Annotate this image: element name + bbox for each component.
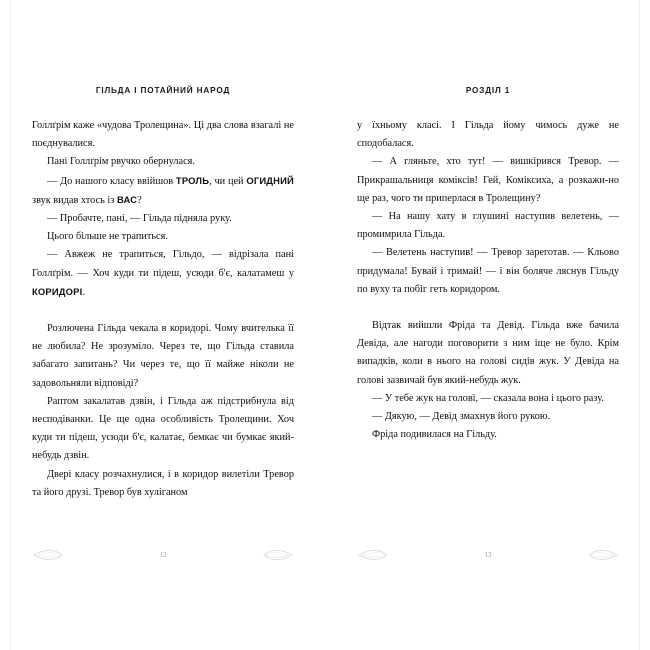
- page-edge-left: [10, 0, 11, 650]
- emphasis-caps: КОРИДОРІ: [32, 285, 83, 297]
- paragraph: — А гляньте, хто тут! — вишкірився Тревор. — Прикрашальниця коміксів! Гей, Коміксиха, а розкажи-но ще раз, чого ти приперлася в Тролещину?: [357, 156, 619, 204]
- left-page: [32, 86, 294, 502]
- leaf-flourish-icon: [357, 547, 417, 563]
- paragraph: Пані Голлґрім рвучко обернулася.: [47, 156, 195, 168]
- paragraph: — До нашого класу ввійшов ТРОЛЬ, чи цей ОГИДНИЙ звук видав хтось із ВАС?: [32, 174, 294, 206]
- leaf-flourish-icon: [32, 547, 92, 563]
- emphasis-caps: ОГИДНИЙ: [246, 174, 294, 186]
- page-number-left: 12: [159, 551, 167, 559]
- page-number-right: 13: [484, 551, 492, 559]
- paragraph: Розлючена Гільда чекала в коридорі. Чому вчителька її не любила? Не зрозуміло. Через те, що Гільда ставила забагато запитань? Чи через те, що її майже ніколи не задовольняли відповіді?: [32, 323, 294, 389]
- emphasis-caps: ТРОЛЬ: [175, 174, 210, 186]
- right-page-footer: [357, 540, 619, 570]
- paragraph: — Авжеж не трапиться, Гільдо, — відрізала пані Голлґрім. — Хоч куди ти підеш, усюди б'є, калатамеш у КОРИДОРІ.: [32, 249, 294, 298]
- right-page: [357, 86, 619, 444]
- paragraph: Відтак вийшли Фріда та Девід. Гільда вже бачила Девіда, але нагоди поговорити з ним іще не було. Крім випадків, коли в нього на голові сидів жук. У Девіда на голові зазвичай був який-небудь жук.: [357, 320, 619, 386]
- paragraph: — Велетень наступив! — Тревор зареготав. — Кльово придумала! Бувай і тримай! — і він боляче ляснув Гільду по вуху та побіг геть коридором.: [357, 247, 619, 295]
- paragraph: Голлґрім каже «чудова Тролещина». Ці два слова взагалі не поєднувалися.: [32, 120, 294, 150]
- emphasis-caps: ВАС: [116, 193, 138, 205]
- paragraph: — У тебе жук на голові, — сказала вона і цього разу.: [372, 392, 604, 404]
- running-head-right: РОЗДІЛ 1: [465, 86, 511, 95]
- paragraph: Раптом закалатав дзвін, і Гільда аж підстрибнула від несподіванки. Це ще одна особливість Тролещини. Хоч куди ти підеш, усюди б'є, калатає, бемкає чи бумкає який-небудь дзвін.: [32, 395, 294, 462]
- paragraph: — Дякую, — Девід змахнув його рукою.: [372, 411, 551, 423]
- right-page-body: [357, 117, 619, 444]
- paragraph: Цього більше не трапиться.: [47, 231, 168, 243]
- left-page-body: [32, 117, 294, 502]
- paragraph: — Пробачте, пані, — Гільда підняла руку.: [47, 213, 232, 225]
- paragraph: у їхньому класі. І Гільда йому чимось дуже не сподобалася.: [357, 120, 619, 150]
- paragraph: Двері класу розчахнулися, і в коридор вилетіли Тревор та його друзі. Тревор був хуліганом: [32, 468, 294, 498]
- page-edge-right: [639, 0, 640, 650]
- paragraph: Фріда подивилася на Гільду.: [372, 429, 497, 441]
- leaf-flourish-icon: [559, 547, 619, 563]
- leaf-flourish-icon: [234, 547, 294, 563]
- left-page-footer: [32, 540, 294, 570]
- paragraph: — На нашу хату в глушині наступив велетень, — промимрила Гільда.: [357, 211, 619, 241]
- running-head-left: ГІЛЬДА І ПОТАЙНИЙ НАРОД: [95, 86, 231, 95]
